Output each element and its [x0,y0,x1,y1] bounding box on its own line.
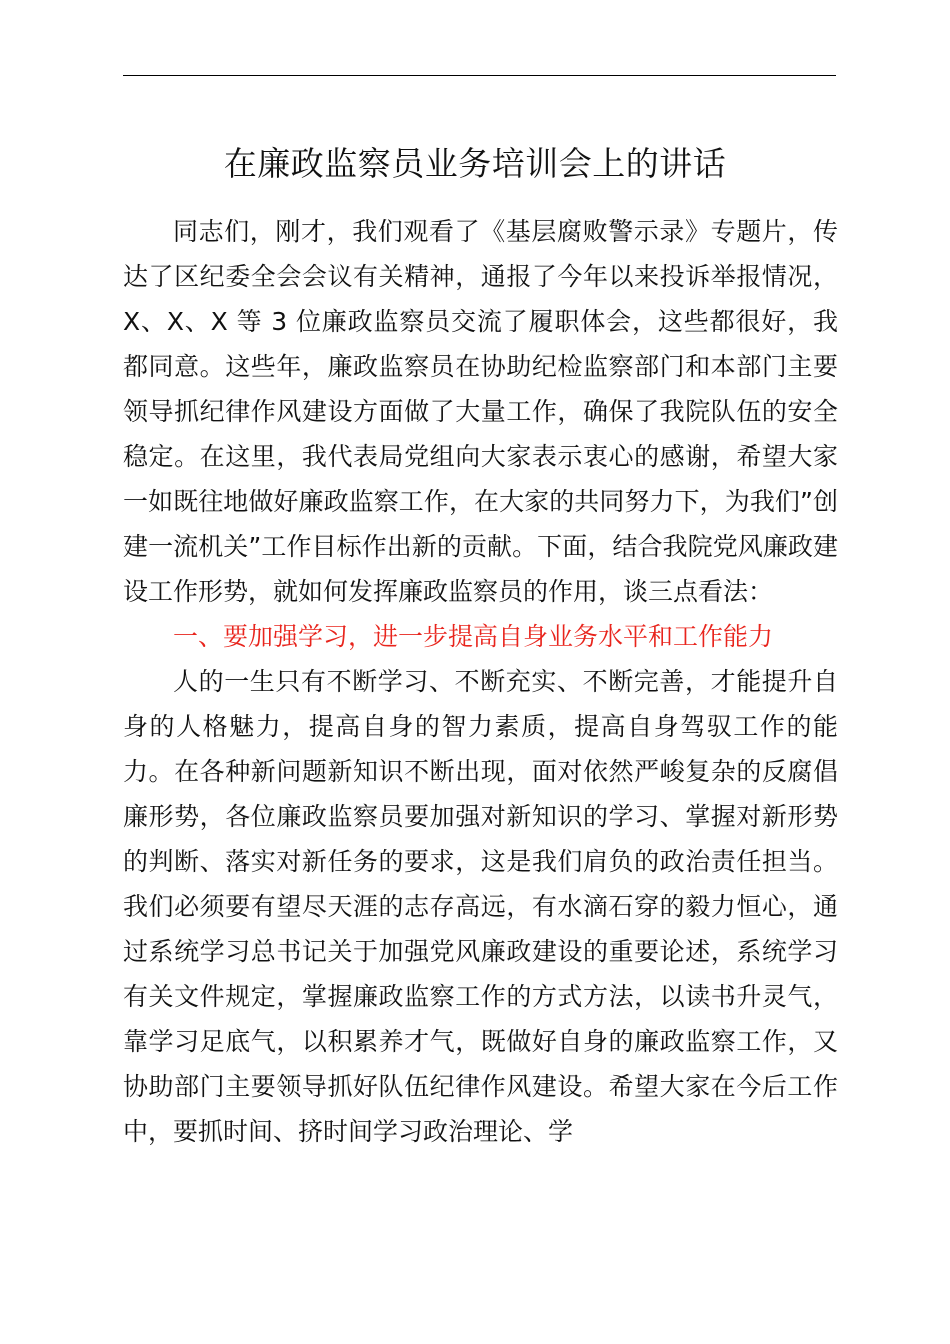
section-heading-1: 一、要加强学习，进一步提高自身业务水平和工作能力 [173,622,774,651]
section-1-paragraph: 人的一生只有不断学习、不断充实、不断完善，才能提升自身的人格魅力，提高自身的智力素质，提高自身驾驭工作的能力。在各种新问题新知识不断出现，面对依然严峻复杂的反腐倡廉形势，各位廉政监察员要加强对新知识的学习、掌握对新形势的判断、落实对新任务的要求，这是我们肩负的政治责任担当。我们必须要有望尽天涯的志存高远，有水滴石穿的毅力恒心，通过系统学习总书记关于加强党风廉政建设的重要论述，系统学习有关文件规定，掌握廉政监察工作的方式方法，以读书升灵气，靠学习足底气，以积累养才气，既做好自身的廉政监察工作，又协助部门主要领导抓好队伍纪律作风建设。希望大家在今后工作中，要抓时间、挤时间学习政治理论、学 [123,667,838,1146]
opening-paragraph: 同志们，刚才，我们观看了《基层腐败警示录》专题片，传达了区纪委全会会议有关精神，通报了今年以来投诉举报情况，X、X、X 等 3 位廉政监察员交流了履职体会，这些都很好，我都同意。这些年，廉政监察员在协助纪检监察部门和本部门主要领导抓纪律作风建设方面做了大量工作，确保了我院队伍的安全稳定。在这里，我代表局党组向大家表示衷心的感谢，希望大家一如既往地做好廉政监察工作，在大家的共同努力下，为我们”创建一流机关”工作目标作出新的贡献。下面，结合我院党风廉政建设工作形势，就如何发挥廉政监察员的作用，谈三点看法： [123,217,838,606]
document-title: 在廉政监察员业务培训会上的讲话 [223,144,727,183]
document-body [123,209,838,1154]
header-rule [123,75,836,76]
